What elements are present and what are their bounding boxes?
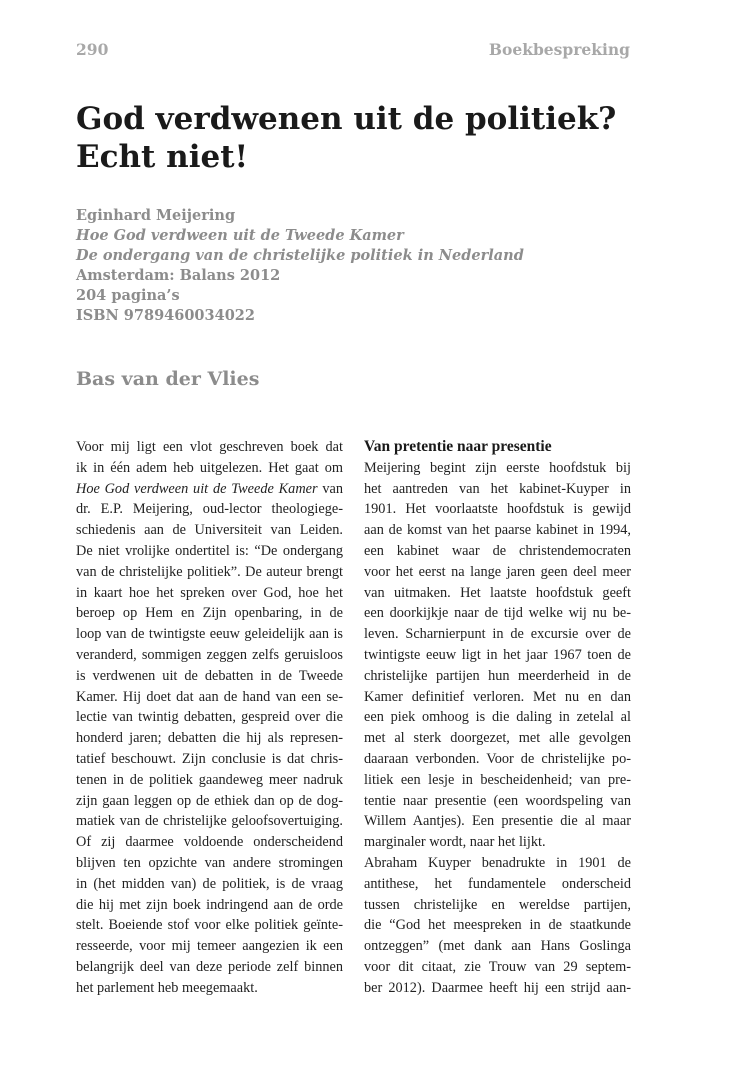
left-column-line: het parlement heb meegemaakt. (76, 979, 258, 996)
left-column-line: schiedenis aan de Universiteit van Leiden. (76, 522, 343, 539)
reviewer-name: Bas van der Vlies (76, 368, 260, 390)
right-column-line: Willem Aantjes). Een presentie die al maar (364, 813, 631, 830)
book-isbn: ISBN 9789460034022 (76, 307, 255, 324)
left-column-line: tenen in de politiek gaandeweg meer nadruk (76, 771, 343, 788)
title-line-1: God verdwenen uit de politiek? (76, 101, 617, 137)
left-column-line: van de christelijke politiek”. De auteur brengt (76, 563, 343, 580)
right-column-line: daaraan verbonden. Voor de christelijke po- (364, 750, 631, 767)
right-column-line: Kamer definitief verloren. Met nu en dan (364, 688, 631, 705)
right-column-line: van uitmaken. Het laatste hoofdstuk geeft (364, 584, 631, 601)
running-head: Boekbespreking (488, 40, 630, 59)
left-column-line: Voor mij ligt een vlot geschreven boek dat (76, 439, 343, 455)
book-publisher: Amsterdam: Balans 2012 (76, 267, 281, 284)
left-column-line: ik in één adem heb uitgelezen. Het gaat om (76, 459, 343, 476)
book-pages: 204 pagina’s (76, 287, 180, 304)
book-title: Hoe God verdween uit de Tweede Kamer (76, 227, 404, 244)
left-column-line: honderd jaren; debatten die hij als represen- (76, 730, 343, 747)
right-column-line: ontzeggen” (met dank aan Hans Goslinga (364, 938, 631, 955)
book-subtitle: De ondergang van de christelijke politiek in Nederland (76, 247, 524, 264)
book-details (76, 206, 524, 326)
left-column-line: matiek van de christelijke geloofsovertuiging. (76, 813, 343, 830)
left-column-line: is verdwenen uit de debatten in de Tweede (76, 667, 343, 684)
left-column-line: dr. E.P. Meijering, oud-lector theologiege- (76, 501, 343, 518)
right-column-line: een doorkijkje naar de tijd welke wij nu be- (364, 605, 631, 622)
right-column-line: voor dit citaat, zie Trouw van 29 septem- (364, 958, 631, 975)
right-column-line: het aantreden van het kabinet-Kuyper in (364, 480, 631, 497)
right-column-line: die “God het meespreken in de staatkunde (364, 917, 631, 934)
left-column-line: resseerde, voor mij temeer aangezien ik een (76, 938, 343, 955)
left-column-line: De niet vrolijke ondertitel is: “De ondergang (76, 542, 343, 559)
right-column-line: leven. Scharnierpunt in de excursie over de (364, 626, 631, 643)
left-column-line: Hoe God verdween uit de Tweede Kamer van (76, 480, 343, 497)
title-line-2: Echt niet! (76, 139, 249, 175)
right-column-line: voor het eerst na lange jaren geen deel meer (364, 563, 631, 580)
right-column-line: ber 2012). Daarmee heeft hij een strijd aan- (364, 979, 631, 996)
left-column-line: in kaart hoe het spreken over God, hoe het (76, 584, 343, 601)
right-column-line: een kabinet waar de christendemocraten (364, 542, 631, 559)
left-column-line: blijven ten opzichte van andere stromingen (76, 854, 343, 871)
left-column-line: lectie van twintig debatten, gespreid over die (76, 709, 343, 726)
right-column-line: aan de komst van het paarse kabinet in 1994, (364, 522, 631, 539)
left-column-line: Of zij daarmee voldoende onderscheidend (76, 834, 343, 851)
right-column-line: christelijke partijen hun meerderheid in de (364, 667, 631, 684)
right-column-line: Meijering begint zijn eerste hoofdstuk bij (364, 459, 631, 476)
left-column (76, 437, 343, 999)
right-column-line: litiek een lesje in bescheidenheid; van pre- (364, 771, 631, 788)
right-column-line: 1901. Het voorlaatste hoofdstuk is gewijd (364, 501, 631, 518)
left-column-line: loop van de twintigste eeuw geleidelijk aan is (76, 626, 343, 643)
article-title (76, 100, 676, 176)
left-column-line: veranderd, sommigen zeggen zelfs geruisloos (76, 646, 343, 663)
left-column-line: tatief beschouwt. Zijn conclusie is dat chris- (76, 750, 343, 767)
left-column-line: Kamer. Hij doet dat aan de hand van een se- (76, 688, 343, 705)
page-number: 290 (76, 40, 109, 59)
book-author: Eginhard Meijering (76, 207, 236, 224)
right-column-line: marginaler wordt, naar het lijkt. (364, 834, 546, 851)
book-title-reference: Hoe God verdween uit de Tweede Kamer (76, 480, 318, 497)
right-column-line: met al sterk doorgezet, met alle gevolgen (364, 730, 631, 747)
section-heading: Van pretentie naar presentie (364, 438, 552, 455)
left-column-line: stelt. Boeiende stof voor elke politiek geïnte- (76, 917, 343, 934)
right-column-line: tussen christelijke en wereldse partijen, (364, 896, 631, 913)
right-column (364, 437, 631, 999)
right-column-line: een piek omhoog is die daling in zetelal al (364, 709, 631, 726)
right-column-line: Abraham Kuyper benadrukte in 1901 de (364, 854, 631, 871)
left-column-line: beroep op Hem en Zijn openbaring, in de (76, 605, 343, 622)
left-column-line: belangrijk deel van deze periode zelf binnen (76, 958, 343, 975)
right-column-body (364, 458, 631, 999)
left-column-line: die hij met zijn boek indringend aan de orde (76, 896, 343, 913)
right-column-line: tentie naar presentie (een woordspeling van (364, 792, 631, 809)
left-column-line: in (het midden van) de politiek, is de vraag (76, 875, 343, 892)
right-column-line: twintigste eeuw ligt in het jaar 1967 toen de (364, 646, 631, 663)
right-column-line: antithese, het fundamentele onderscheid (364, 875, 631, 892)
left-column-line: zijn gaan leggen op de ethiek dan op de dog- (76, 792, 343, 809)
